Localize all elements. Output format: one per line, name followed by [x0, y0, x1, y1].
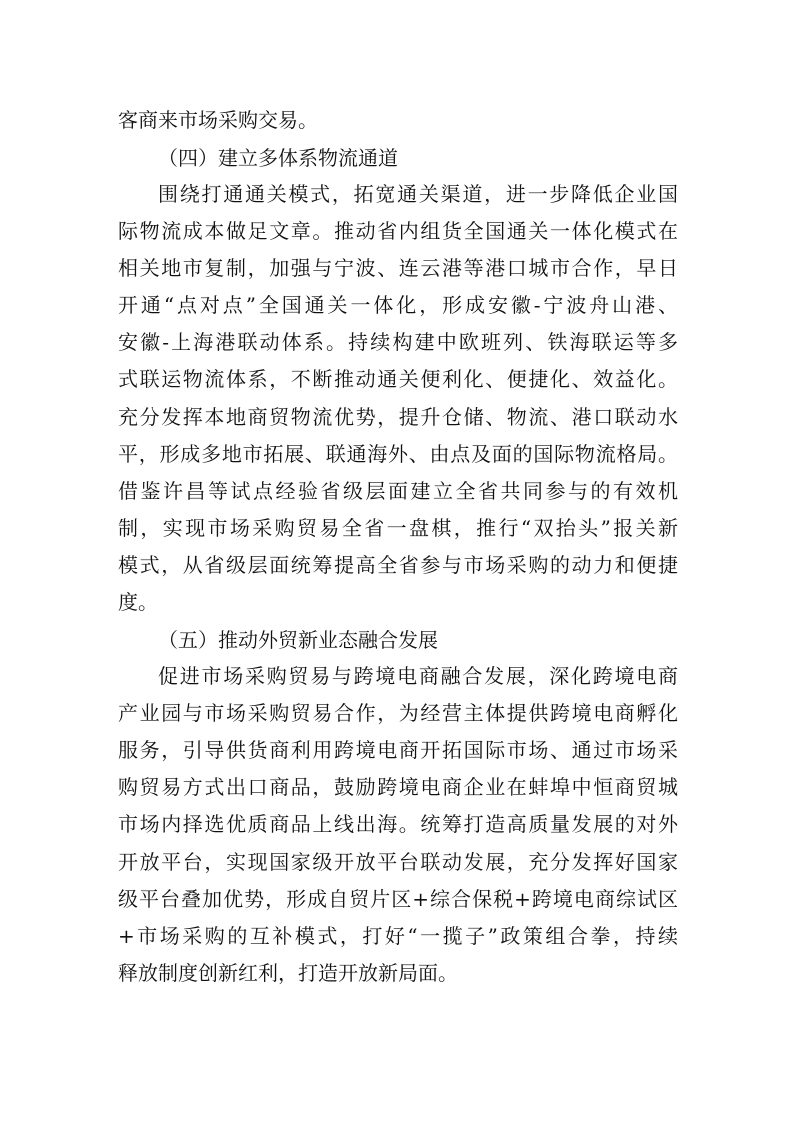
section-4-line-5: 安徽-上海港联动体系。持续构建中欧班列、铁海联运等多: [118, 330, 678, 354]
section-5-line-5: 市场内择选优质商品上线出海。统筹打造高质量发展的对外: [118, 812, 678, 836]
section-5-line-6: 开放平台，实现国家级开放平台联动发展，充分发挥好国家: [118, 850, 678, 874]
section-4-line-10: 制，实现市场采购贸易全省一盘棋，推行“双抬头”报关新: [118, 516, 678, 540]
section-5-line-4: 购贸易方式出口商品，鼓励跨境电商企业在蚌埠中恒商贸城: [118, 775, 678, 799]
section-4-line-1: 围绕打通通关模式，拓宽通关渠道，进一步降低企业国: [158, 182, 678, 206]
section-5-heading: （五）推动外贸新业态融合发展: [158, 628, 438, 652]
section-4-line-7: 充分发挥本地商贸物流优势，提升仓储、物流、港口联动水: [118, 405, 678, 429]
continuation-line: 客商来市场采购交易。: [118, 108, 318, 132]
section-4-line-9: 借鉴许昌等试点经验省级层面建立全省共同参与的有效机: [118, 479, 678, 503]
section-4-line-4: 开通“点对点”全国通关一体化，形成安徽-宁波舟山港、: [118, 293, 678, 317]
section-4-line-8: 平，形成多地市拓展、联通海外、由点及面的国际物流格局。: [118, 442, 678, 466]
section-4-line-6: 式联运物流体系，不断推动通关便利化、便捷化、效益化。: [118, 367, 678, 391]
section-5-line-9: 释放制度创新红利，打造开放新局面。: [118, 961, 458, 985]
section-5-line-1: 促进市场采购贸易与跨境电商融合发展，深化跨境电商: [158, 664, 678, 688]
section-4-line-2: 际物流成本做足文章。推动省内组货全国通关一体化模式在: [118, 219, 678, 243]
section-4-heading: （四）建立多体系物流通道: [158, 146, 398, 170]
section-4-line-12: 度。: [118, 590, 158, 614]
section-4-line-3: 相关地市复制，加强与宁波、连云港等港口城市合作，早日: [118, 256, 678, 280]
section-5-line-8: +市场采购的互补模式，打好“一揽子”政策组合拳，持续: [118, 924, 678, 948]
section-5-line-2: 产业园与市场采购贸易合作，为经营主体提供跨境电商孵化: [118, 701, 678, 725]
section-5-line-7: 级平台叠加优势，形成自贸片区+综合保税+跨境电商综试区: [118, 887, 678, 911]
section-4-line-11: 模式，从省级层面统筹提高全省参与市场采购的动力和便捷: [118, 553, 678, 577]
section-5-line-3: 服务，引导供货商利用跨境电商开拓国际市场、通过市场采: [118, 738, 678, 762]
